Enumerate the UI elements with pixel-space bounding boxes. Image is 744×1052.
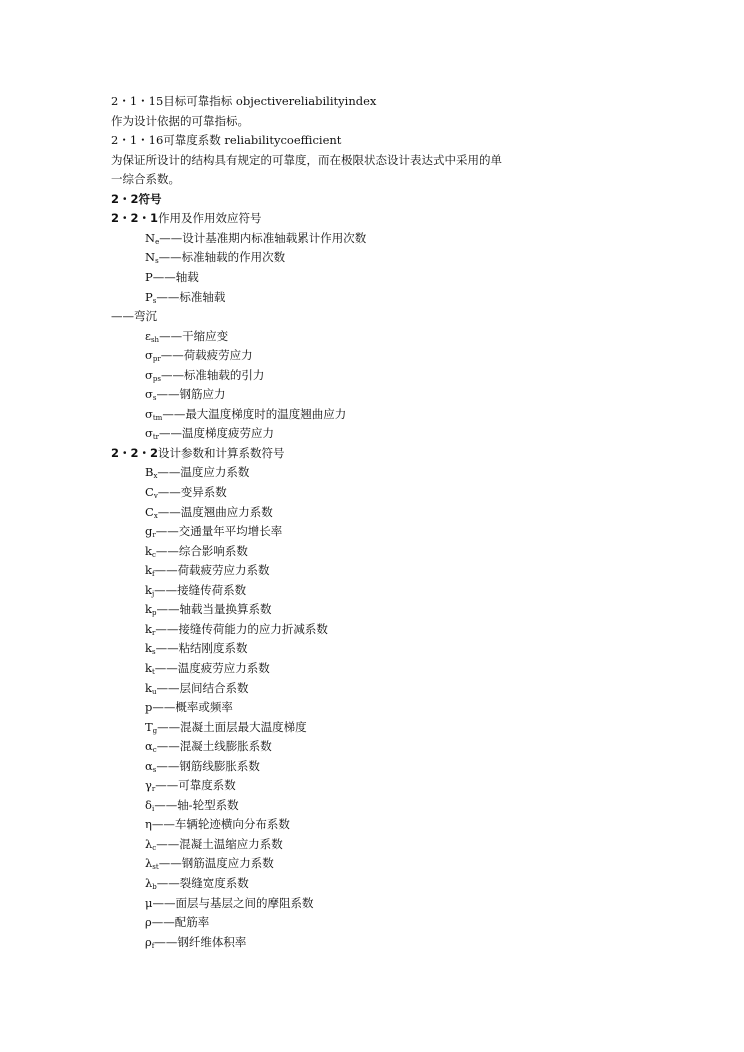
symbol-subscript: pr	[152, 355, 161, 364]
symbol-entry	[145, 698, 233, 717]
symbol: σ	[145, 367, 153, 382]
symbol: α	[145, 739, 153, 754]
symbol-description: ——面层与基层之间的摩阻系数	[152, 895, 314, 910]
symbol: ρ	[145, 915, 152, 930]
symbol-description: ——可靠度系数	[155, 778, 236, 793]
symbol-subscript: r	[151, 628, 156, 637]
symbol-subscript: x	[153, 511, 158, 520]
section-heading-2-2-1-number: 2・2・1	[111, 211, 159, 226]
symbol: k	[145, 582, 152, 597]
symbol-subscript: t	[151, 667, 155, 676]
symbol-description: ——轴载	[152, 269, 199, 284]
symbol-description: ——配筋率	[151, 915, 210, 930]
symbol: k	[145, 641, 152, 656]
symbol-description: ——车辆轮迹横向分布系数	[151, 817, 290, 832]
symbol: λ	[145, 876, 153, 890]
symbol-subscript: tr	[152, 433, 160, 442]
symbol-entry	[145, 894, 313, 913]
symbol-description: ——钢筋应力	[156, 387, 226, 402]
symbol: σ	[145, 426, 153, 441]
symbol: P	[145, 269, 153, 284]
symbol-description: ——温度疲劳应力系数	[154, 660, 270, 675]
intro-line-4: 一综合系数。	[111, 172, 180, 187]
symbol-subscript: p	[151, 609, 157, 618]
symbol-subscript: s	[151, 648, 156, 657]
symbol: P	[145, 289, 153, 304]
symbol-description: ——粘结刚度系数	[155, 641, 248, 656]
symbol-subscript: x	[153, 472, 158, 481]
symbol: k	[145, 680, 152, 695]
symbol: B	[145, 465, 154, 480]
symbol: k	[145, 602, 152, 617]
symbol-subscript: s	[155, 257, 159, 266]
symbol-description: ——标准轴载的引力	[160, 367, 265, 382]
section-heading-2-2-2-title: 设计参数和计算系数符号	[158, 445, 285, 460]
intro-line-3: 为保证所设计的结构具有规定的可靠度，而在极限状态设计表达式中采用的单	[111, 152, 502, 167]
symbol-subscript: s	[152, 765, 157, 774]
section-heading-2-2: 2・2符号	[111, 191, 162, 206]
symbol-entry	[145, 268, 199, 287]
symbol-subscript: e	[155, 237, 160, 246]
symbol-subscript: c	[152, 746, 157, 755]
symbol-subscript: sh	[150, 335, 160, 344]
section-heading-2-2-2-number: 2・2・2	[111, 445, 159, 460]
symbol: η	[145, 817, 152, 832]
symbol-description: ——最大温度梯度时的温度翘曲应力	[162, 406, 347, 421]
symbol-subscript: ps	[152, 374, 161, 383]
symbol-description: ——接缝传荷能力的应力折减系数	[155, 621, 328, 636]
symbol-subscript: r	[152, 531, 156, 540]
symbol: C	[145, 504, 154, 519]
symbol-description: ——钢纤维体积率	[154, 934, 247, 949]
symbol-description: ——综合影响系数	[155, 543, 248, 558]
symbol-description: ——裂缝宽度系数	[156, 876, 249, 890]
symbol-entry	[145, 815, 290, 834]
symbol: k	[145, 543, 152, 558]
symbol-subscript: f	[151, 941, 155, 950]
symbol: δ	[145, 797, 152, 812]
symbol-subscript: f	[151, 570, 155, 579]
symbol-description: ——层间结合系数	[156, 680, 249, 695]
symbol-subscript: tm	[152, 413, 163, 422]
symbol: σ	[145, 348, 153, 363]
section-heading-2-2-1	[111, 209, 262, 228]
symbol: g	[145, 524, 153, 539]
symbol-subscript: s	[152, 296, 157, 305]
symbol: N	[145, 230, 156, 245]
symbol: ρ	[145, 934, 152, 949]
symbol: λ	[145, 836, 153, 851]
symbol-description: ——接缝传荷系数	[154, 582, 247, 597]
intro-line-1: 作为设计依据的可靠指标。	[111, 113, 249, 128]
orphan-line: ——弯沉	[111, 309, 157, 324]
symbol: α	[145, 758, 153, 773]
symbol-entry	[145, 933, 246, 956]
symbol-subscript: r	[151, 785, 156, 794]
symbol-description: ——钢筋温度应力系数	[158, 856, 274, 871]
symbol-subscript: c	[152, 843, 157, 852]
symbol: N	[145, 250, 156, 265]
symbol-description: ——标准轴载的作用次数	[158, 250, 286, 265]
symbol-subscript: u	[151, 687, 157, 696]
symbol-subscript: s	[152, 394, 157, 403]
symbol-description: ——干缩应变	[159, 328, 229, 343]
symbol: p	[145, 700, 153, 715]
symbol: γ	[145, 778, 152, 793]
symbol: k	[145, 660, 152, 675]
symbol-entry	[145, 913, 209, 932]
symbol: μ	[145, 895, 153, 910]
symbol-entry	[145, 288, 225, 311]
intro-line-2: 2・1・16可靠度系数 reliabilitycoefficient	[111, 133, 342, 148]
symbol: C	[145, 485, 154, 499]
symbol-subscript: c	[151, 550, 156, 559]
symbol-subscript: b	[152, 883, 157, 891]
symbol-description: ——荷载疲劳应力系数	[154, 563, 270, 578]
symbol-subscript: g	[152, 726, 158, 735]
symbol-subscript: i	[151, 804, 155, 813]
symbol: T	[145, 719, 153, 734]
symbol: k	[145, 563, 152, 578]
symbol: ε	[145, 328, 151, 343]
intro-line-0: 2・1・15目标可靠指标 objectivereliabilityindex	[111, 94, 377, 108]
section-heading-2-2-2	[111, 444, 285, 463]
section-heading-2-2-1-title: 作用及作用效应符号	[158, 211, 262, 226]
symbol-description: ——温度翘曲应力系数	[157, 504, 273, 519]
symbol-description: ——设计基准期内标准轴载累计作用次数	[159, 230, 367, 245]
symbol-subscript: st	[152, 863, 159, 872]
symbol-subscript: v	[153, 492, 158, 500]
symbol-description: ——概率或频率	[152, 700, 233, 715]
symbol-description: ——轴载当量换算系数	[156, 602, 272, 617]
symbol: λ	[145, 856, 153, 871]
symbol-description: ——钢筋线膨胀系数	[156, 758, 260, 773]
symbol-description: ——温度应力系数	[157, 465, 250, 480]
symbol-description: ——混凝土面层最大温度梯度	[157, 719, 307, 734]
symbol-description: ——轴-轮型系数	[154, 797, 239, 812]
symbol-description: ——混凝土线膨胀系数	[156, 739, 272, 754]
symbol-subscript: j	[151, 589, 155, 598]
symbol: k	[145, 621, 152, 636]
symbol-description: ——温度梯度疲劳应力	[159, 426, 275, 441]
symbol: σ	[145, 387, 153, 402]
symbol-description: ——变异系数	[157, 485, 227, 499]
symbol-description: ——荷载疲劳应力	[160, 348, 253, 363]
symbol: σ	[145, 406, 153, 421]
symbol-description: ——混凝土温缩应力系数	[156, 836, 283, 851]
symbol-description: ——交通量年平均增长率	[155, 524, 283, 539]
symbol-description: ——标准轴载	[156, 289, 226, 304]
